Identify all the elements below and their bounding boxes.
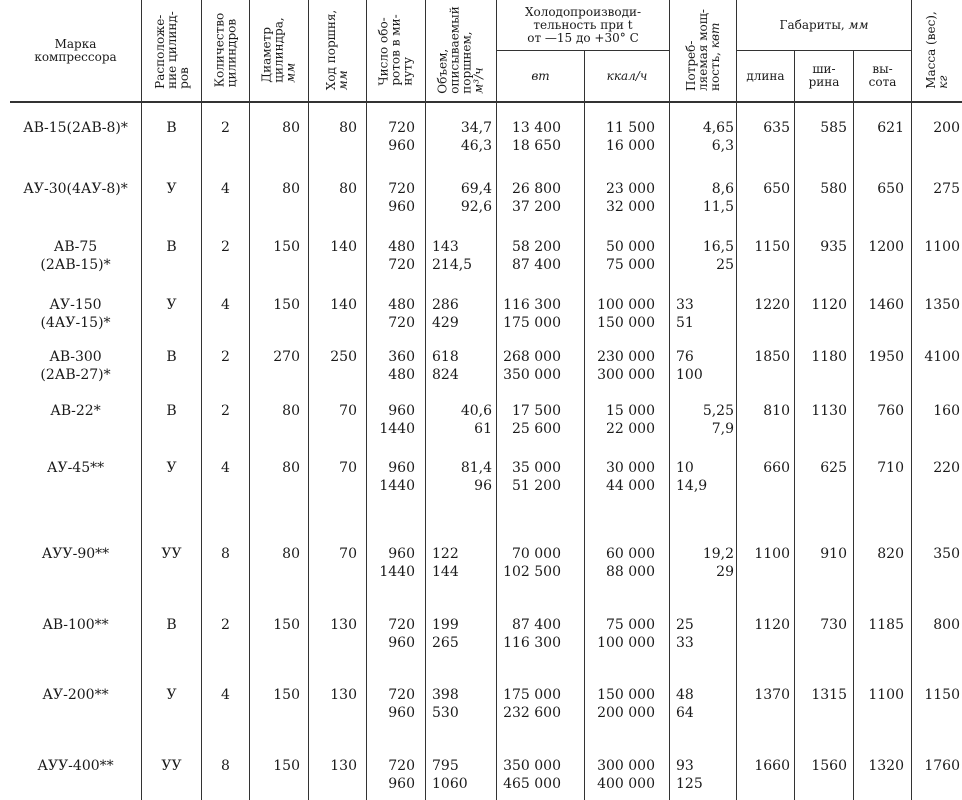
cell-cyl: 2 xyxy=(221,403,230,419)
cell-kcal-line: 75 000 xyxy=(606,617,655,633)
cell-mass: 200 xyxy=(933,120,960,136)
cell-mass: 800 xyxy=(933,617,960,633)
cell-rpm xyxy=(367,180,415,216)
cell-kcal-line: 400 000 xyxy=(597,776,655,792)
cell-mass: 1150 xyxy=(924,687,960,703)
cell-rpm-line: 960 xyxy=(388,546,415,562)
cell-len: 1220 xyxy=(754,297,790,313)
cell-dia: 150 xyxy=(273,239,300,255)
cell-kcal xyxy=(585,238,655,274)
header-dims: Габариты, мм xyxy=(779,17,869,32)
cell-vol-line: 92,6 xyxy=(460,199,492,215)
cell-stroke: 130 xyxy=(330,758,357,774)
cell-stroke: 80 xyxy=(339,120,357,136)
cell-vol-line: 69,4 xyxy=(460,181,492,197)
header-cyl-count: Количество цилиндров xyxy=(212,12,239,88)
cell-cyl: 4 xyxy=(221,687,230,703)
cell-pow-line: 5,25 xyxy=(702,403,734,419)
cell-stroke: 130 xyxy=(330,617,357,633)
cell-rpm-line: 1440 xyxy=(379,421,415,437)
cell-layout: В xyxy=(166,349,177,365)
header-stroke: Ход поршня, мм xyxy=(324,9,351,91)
cell-rpm-line: 720 xyxy=(388,315,415,331)
cell-vol-line: 96 xyxy=(474,478,492,494)
cell-model: АУУ-400** xyxy=(37,758,114,774)
cell-len: 1660 xyxy=(754,758,790,774)
cell-vol xyxy=(432,180,492,216)
cell-rpm-line: 960 xyxy=(388,705,415,721)
cell-w-line: 70 000 xyxy=(512,546,561,562)
cell-kcal-line: 44 000 xyxy=(606,478,655,494)
cell-rpm-line: 480 xyxy=(388,297,415,313)
cell-w-line: 17 500 xyxy=(512,403,561,419)
cell-kcal-line: 50 000 xyxy=(606,239,655,255)
cell-dia: 80 xyxy=(282,403,300,419)
cell-hei: 1185 xyxy=(868,617,904,633)
cell-layout: УУ xyxy=(161,546,182,562)
header-diameter: Диаметр цилиндра, мм xyxy=(260,17,298,83)
cell-vol-line: 265 xyxy=(432,635,459,651)
cell-vol-line: 122 xyxy=(432,546,459,562)
cell-hei: 820 xyxy=(877,546,904,562)
cell-pow xyxy=(676,238,734,274)
cell-w-line: 18 650 xyxy=(512,138,561,154)
cell-cyl: 2 xyxy=(221,617,230,633)
cell-hei: 1950 xyxy=(868,349,904,365)
cell-pow-line: 51 xyxy=(676,315,694,331)
cell-kcal-line: 88 000 xyxy=(606,564,655,580)
cell-stroke: 140 xyxy=(330,297,357,313)
cell-rpm xyxy=(367,402,415,438)
cell-layout: В xyxy=(166,120,177,136)
cell-model: АВ-75 (2АВ-15)* xyxy=(40,239,111,273)
cell-pow xyxy=(676,757,734,793)
cell-vol-line: 618 xyxy=(432,349,459,365)
cell-kcal-line: 60 000 xyxy=(606,546,655,562)
cell-kcal-line: 16 000 xyxy=(606,138,655,154)
cell-layout: В xyxy=(166,617,177,633)
cell-pow xyxy=(676,402,734,438)
cell-w-line: 175 000 xyxy=(503,687,561,703)
cell-pow-line: 4,65 xyxy=(702,120,734,136)
cell-wid: 625 xyxy=(820,460,847,476)
cell-kcal xyxy=(585,180,655,216)
cell-rpm-line: 960 xyxy=(388,776,415,792)
col-divider xyxy=(425,0,426,800)
cell-w xyxy=(497,545,561,581)
cell-layout: У xyxy=(166,297,177,313)
cell-w xyxy=(497,180,561,216)
header-capacity: Холодопроизводи- тельность при t от —15 до +30° С xyxy=(524,4,642,45)
cell-kcal xyxy=(585,757,655,793)
cell-rpm-line: 720 xyxy=(388,181,415,197)
cell-dia: 80 xyxy=(282,181,300,197)
cell-cyl: 2 xyxy=(221,120,230,136)
cell-hei: 650 xyxy=(877,181,904,197)
cell-kcal-line: 300 000 xyxy=(597,367,655,383)
cell-vol-line: 214,5 xyxy=(432,257,473,273)
cell-layout: У xyxy=(166,181,177,197)
cell-vol xyxy=(432,545,492,581)
cell-stroke: 70 xyxy=(339,460,357,476)
header-capacity-kcal: ккал/ч xyxy=(606,68,648,83)
cell-cyl: 4 xyxy=(221,181,230,197)
cell-w-line: 87 400 xyxy=(512,617,561,633)
cell-pow-line: 29 xyxy=(716,564,734,580)
cell-rpm xyxy=(367,545,415,581)
cell-pow-line: 33 xyxy=(676,297,694,313)
cell-mass: 1350 xyxy=(924,297,960,313)
cell-pow xyxy=(676,616,734,652)
cell-w-line: 116 300 xyxy=(503,297,561,313)
cell-rpm-line: 720 xyxy=(388,120,415,136)
cell-rpm-line: 1440 xyxy=(379,564,415,580)
cell-vol xyxy=(432,296,492,332)
cell-kcal-line: 22 000 xyxy=(606,421,655,437)
cell-kcal xyxy=(585,402,655,438)
cell-stroke: 130 xyxy=(330,687,357,703)
cell-model: АВ-300 (2АВ-27)* xyxy=(40,349,111,383)
cell-rpm xyxy=(367,119,415,155)
cell-hei: 710 xyxy=(877,460,904,476)
cell-wid: 1180 xyxy=(811,349,847,365)
cell-vol xyxy=(432,616,492,652)
cell-mass: 1100 xyxy=(924,239,960,255)
cell-vol-line: 1060 xyxy=(432,776,468,792)
cell-vol xyxy=(432,686,492,722)
cell-wid: 1315 xyxy=(811,687,847,703)
cell-wid: 910 xyxy=(820,546,847,562)
cell-rpm-line: 720 xyxy=(388,617,415,633)
cell-w xyxy=(497,757,561,793)
cell-pow-line: 33 xyxy=(676,635,694,651)
col-divider xyxy=(669,0,670,800)
cell-kcal xyxy=(585,545,655,581)
cell-pow xyxy=(676,348,734,384)
cell-cyl: 4 xyxy=(221,460,230,476)
cell-layout: В xyxy=(166,239,177,255)
cell-vol-line: 40,6 xyxy=(460,403,492,419)
header-height: вы- сота xyxy=(868,62,897,89)
cell-w-line: 13 400 xyxy=(512,120,561,136)
cell-vol xyxy=(432,119,492,155)
cell-hei: 1100 xyxy=(868,687,904,703)
cell-vol xyxy=(432,348,492,384)
cell-w-line: 268 000 xyxy=(503,349,561,365)
cell-w xyxy=(497,402,561,438)
cell-pow xyxy=(676,545,734,581)
cell-layout: В xyxy=(166,403,177,419)
header-mass: Масса (вес), кг xyxy=(924,11,951,89)
header-bottom-rule xyxy=(10,101,962,103)
cell-model: АВ-15(2АВ-8)* xyxy=(23,120,128,136)
cell-rpm-line: 360 xyxy=(388,349,415,365)
cell-model: АУ-150 (4АУ-15)* xyxy=(40,297,111,331)
cell-pow xyxy=(676,180,734,216)
header-volume: Объем, описываемый поршнем, м³/ч xyxy=(436,6,487,94)
cell-w-line: 35 000 xyxy=(512,460,561,476)
cell-vol-line: 429 xyxy=(432,315,459,331)
cell-mass: 160 xyxy=(933,403,960,419)
cell-kcal-line: 75 000 xyxy=(606,257,655,273)
cell-vol-line: 398 xyxy=(432,687,459,703)
cell-pow-line: 64 xyxy=(676,705,694,721)
header-power: Потреб- ляемая мощ- ность, квт xyxy=(684,9,722,91)
cell-pow-line: 16,5 xyxy=(702,239,734,255)
cell-rpm-line: 480 xyxy=(388,239,415,255)
cell-kcal-line: 15 000 xyxy=(606,403,655,419)
cell-vol-line: 46,3 xyxy=(460,138,492,154)
cell-rpm-line: 1440 xyxy=(379,478,415,494)
cell-kcal-line: 200 000 xyxy=(597,705,655,721)
cell-w-line: 175 000 xyxy=(503,315,561,331)
cell-stroke: 250 xyxy=(330,349,357,365)
cell-pow-line: 25 xyxy=(676,617,694,633)
cell-w-line: 465 000 xyxy=(503,776,561,792)
cell-kcal xyxy=(585,296,655,332)
cell-dia: 270 xyxy=(273,349,300,365)
cell-rpm xyxy=(367,238,415,274)
cell-pow-line: 25 xyxy=(716,257,734,273)
header-model: Марка компрессора xyxy=(34,36,117,64)
cell-w xyxy=(497,616,561,652)
cell-rpm-line: 960 xyxy=(388,635,415,651)
cell-model: АВ-22* xyxy=(50,403,101,419)
header-capacity-w: вт xyxy=(531,68,550,83)
cell-hei: 1200 xyxy=(868,239,904,255)
cell-rpm-line: 480 xyxy=(388,367,415,383)
cell-pow-line: 125 xyxy=(676,776,703,792)
header-width: ши- рина xyxy=(808,62,840,89)
cell-vol-line: 61 xyxy=(474,421,492,437)
cell-cyl: 4 xyxy=(221,297,230,313)
cell-len: 1850 xyxy=(754,349,790,365)
cell-rpm xyxy=(367,296,415,332)
cell-hei: 1320 xyxy=(868,758,904,774)
cell-layout: УУ xyxy=(161,758,182,774)
cell-rpm xyxy=(367,459,415,495)
header-length: длина xyxy=(746,68,785,83)
cell-pow-line: 76 xyxy=(676,349,694,365)
cell-hei: 621 xyxy=(877,120,904,136)
cell-kcal xyxy=(585,459,655,495)
cell-mass: 350 xyxy=(933,546,960,562)
cell-vol xyxy=(432,459,492,495)
cell-kcal-line: 100 000 xyxy=(597,635,655,651)
cell-pow-line: 6,3 xyxy=(711,138,734,154)
cell-vol xyxy=(432,402,492,438)
cell-len: 1100 xyxy=(754,546,790,562)
cell-w-line: 116 300 xyxy=(503,635,561,651)
cell-stroke: 70 xyxy=(339,403,357,419)
cell-mass: 1760 xyxy=(924,758,960,774)
dims-unit: мм xyxy=(848,17,869,32)
header-rpm: Число обо- ротов в ми- нуту xyxy=(377,14,416,86)
cell-kcal-line: 11 500 xyxy=(606,120,655,136)
cell-pow-line: 48 xyxy=(676,687,694,703)
cell-model: АВ-100** xyxy=(42,617,109,633)
cell-w-line: 102 500 xyxy=(503,564,561,580)
cell-stroke: 140 xyxy=(330,239,357,255)
cell-len: 660 xyxy=(763,460,790,476)
cell-w xyxy=(497,238,561,274)
cell-pow-line: 100 xyxy=(676,367,703,383)
cell-pow-line: 7,9 xyxy=(711,421,734,437)
cell-dia: 80 xyxy=(282,460,300,476)
cell-len: 650 xyxy=(763,181,790,197)
cell-mass: 4100 xyxy=(924,349,960,365)
cell-mass: 275 xyxy=(933,181,960,197)
cell-rpm-line: 720 xyxy=(388,687,415,703)
cell-cyl: 2 xyxy=(221,239,230,255)
cell-w-line: 87 400 xyxy=(512,257,561,273)
cell-rpm-line: 960 xyxy=(388,460,415,476)
cell-model: АУ-200** xyxy=(42,687,109,703)
cell-vol-line: 530 xyxy=(432,705,459,721)
cell-kcal xyxy=(585,616,655,652)
cell-model: АУ-45** xyxy=(46,460,105,476)
cell-vol-line: 34,7 xyxy=(460,120,492,136)
cell-len: 810 xyxy=(763,403,790,419)
cell-vol-line: 144 xyxy=(432,564,459,580)
cell-kcal-line: 30 000 xyxy=(606,460,655,476)
cell-vol xyxy=(432,757,492,793)
cell-rpm-line: 720 xyxy=(388,758,415,774)
cell-pow xyxy=(676,296,734,332)
cell-kcal xyxy=(585,119,655,155)
cell-kcal-line: 300 000 xyxy=(597,758,655,774)
cell-wid: 585 xyxy=(820,120,847,136)
cell-model: АУУ-90** xyxy=(41,546,110,562)
cell-vol-line: 199 xyxy=(432,617,459,633)
cell-rpm xyxy=(367,616,415,652)
cell-len: 1120 xyxy=(754,617,790,633)
cell-rpm-line: 960 xyxy=(388,403,415,419)
cell-dia: 80 xyxy=(282,120,300,136)
cell-kcal xyxy=(585,686,655,722)
cell-kcal-line: 100 000 xyxy=(597,297,655,313)
cell-wid: 1560 xyxy=(811,758,847,774)
cell-wid: 935 xyxy=(820,239,847,255)
cell-w-line: 25 600 xyxy=(512,421,561,437)
cell-rpm-line: 960 xyxy=(388,138,415,154)
cell-cyl: 2 xyxy=(221,349,230,365)
cell-w-line: 26 800 xyxy=(512,181,561,197)
cell-hei: 1460 xyxy=(868,297,904,313)
cell-pow-line: 11,5 xyxy=(702,199,734,215)
cell-w xyxy=(497,348,561,384)
cell-kcal-line: 32 000 xyxy=(606,199,655,215)
cell-pow xyxy=(676,459,734,495)
cell-pow xyxy=(676,686,734,722)
cell-vol-line: 795 xyxy=(432,758,459,774)
cell-vol-line: 286 xyxy=(432,297,459,313)
cell-kcal xyxy=(585,348,655,384)
cell-w xyxy=(497,119,561,155)
cell-rpm xyxy=(367,757,415,793)
cell-pow-line: 8,6 xyxy=(711,181,734,197)
cell-len: 1370 xyxy=(754,687,790,703)
cell-stroke: 70 xyxy=(339,546,357,562)
cell-mass: 220 xyxy=(933,460,960,476)
cell-kcal-line: 150 000 xyxy=(597,687,655,703)
cell-w-line: 350 000 xyxy=(503,367,561,383)
cell-rpm xyxy=(367,686,415,722)
cell-pow-line: 93 xyxy=(676,758,694,774)
cell-vol-line: 143 xyxy=(432,239,459,255)
cell-hei: 760 xyxy=(877,403,904,419)
cell-layout: У xyxy=(166,687,177,703)
cell-cyl: 8 xyxy=(221,546,230,562)
cell-dia: 150 xyxy=(273,297,300,313)
cell-w xyxy=(497,459,561,495)
cell-pow-line: 14,9 xyxy=(676,478,708,494)
cell-wid: 1130 xyxy=(811,403,847,419)
cell-pow-line: 10 xyxy=(676,460,694,476)
cell-dia: 150 xyxy=(273,758,300,774)
cell-w-line: 232 600 xyxy=(503,705,561,721)
cell-len: 635 xyxy=(763,120,790,136)
cell-w-line: 58 200 xyxy=(512,239,561,255)
cell-w xyxy=(497,686,561,722)
cell-stroke: 80 xyxy=(339,181,357,197)
cell-w-line: 51 200 xyxy=(512,478,561,494)
cell-model: АУ-30(4АУ-8)* xyxy=(23,181,128,197)
header-layout: Расположе- ние цилинд- ров xyxy=(152,11,191,89)
cell-w xyxy=(497,296,561,332)
cell-kcal-line: 150 000 xyxy=(597,315,655,331)
cell-rpm xyxy=(367,348,415,384)
cell-vol-line: 81,4 xyxy=(460,460,492,476)
cell-w-line: 350 000 xyxy=(503,758,561,774)
cell-len: 1150 xyxy=(754,239,790,255)
cell-dia: 150 xyxy=(273,617,300,633)
cell-rpm-line: 720 xyxy=(388,257,415,273)
cell-vol xyxy=(432,238,492,274)
cell-dia: 80 xyxy=(282,546,300,562)
cell-wid: 580 xyxy=(820,181,847,197)
cell-pow-line: 19,2 xyxy=(702,546,734,562)
cell-kcal-line: 23 000 xyxy=(606,181,655,197)
cell-dia: 150 xyxy=(273,687,300,703)
cell-vol-line: 824 xyxy=(432,367,459,383)
cell-rpm-line: 960 xyxy=(388,199,415,215)
cell-pow xyxy=(676,119,734,155)
cell-wid: 1120 xyxy=(811,297,847,313)
cell-wid: 730 xyxy=(820,617,847,633)
cell-w-line: 37 200 xyxy=(512,199,561,215)
cell-kcal-line: 230 000 xyxy=(597,349,655,365)
cell-cyl: 8 xyxy=(221,758,230,774)
cell-layout: У xyxy=(166,460,177,476)
